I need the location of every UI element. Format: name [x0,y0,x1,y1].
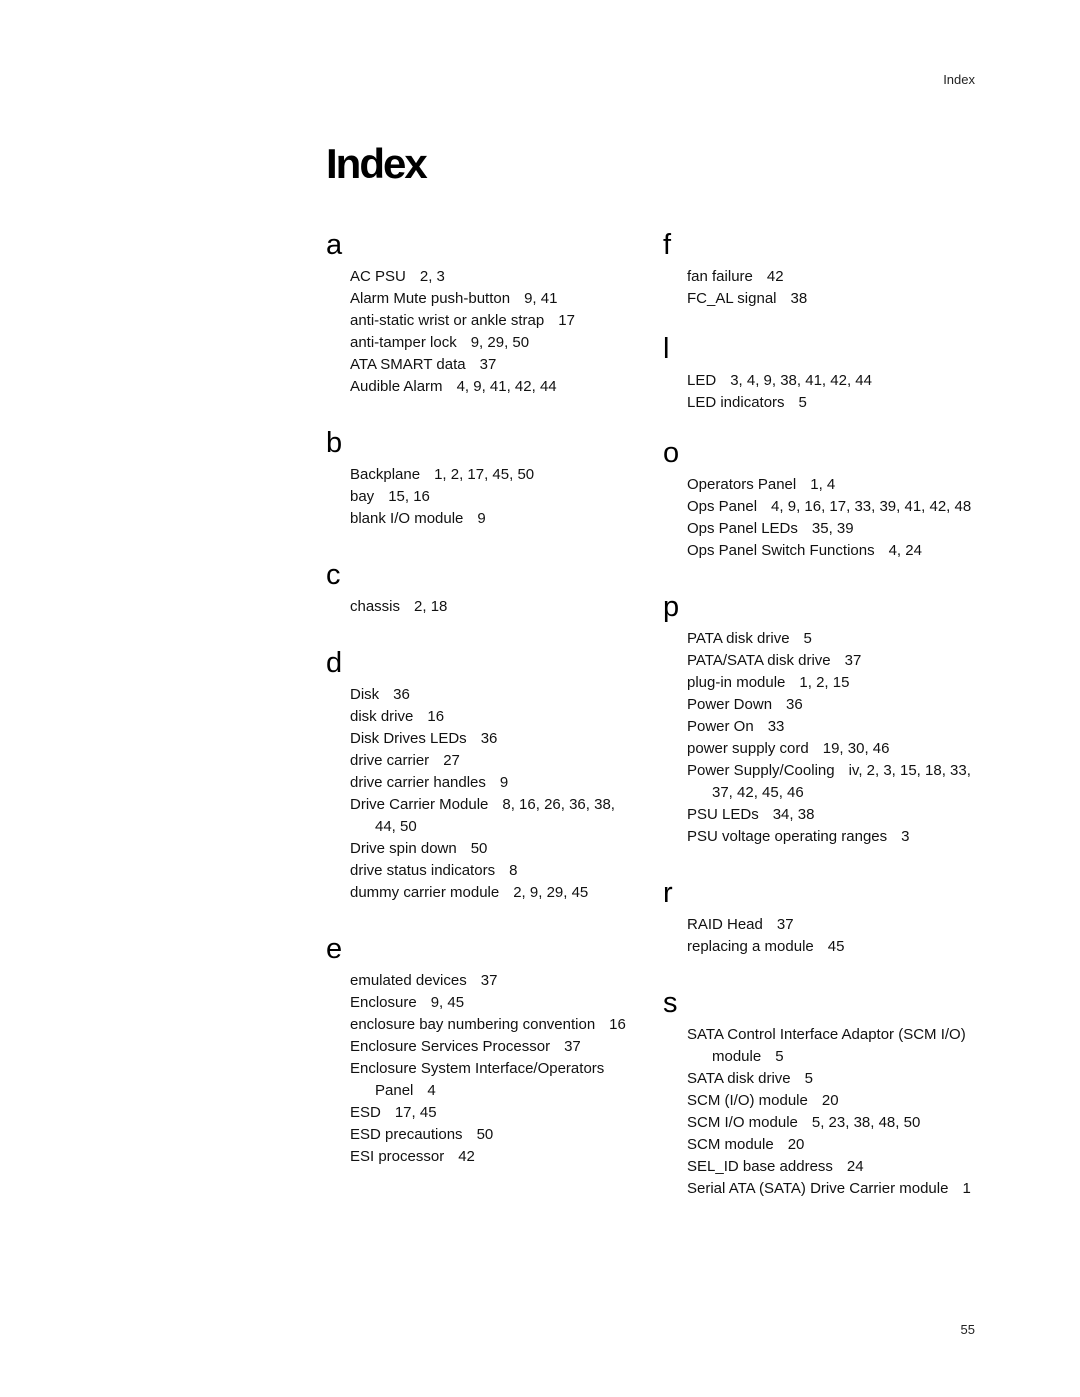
index-section-e [326,932,626,1168]
section-letter: b [326,427,343,459]
entry-pages: 34, 38 [772,806,815,823]
entry-pages: 50 [470,840,488,857]
entry-term: Ops Panel LEDs [687,520,798,537]
entry-pages: 42 [458,1148,475,1165]
index-entry [350,1036,626,1058]
entry-list [326,970,626,1168]
entry-pages: 5 [803,630,812,647]
index-section-o [663,436,983,562]
entry-pages: 50 [476,1126,494,1143]
entry-term: LED [687,372,717,389]
entry-pages: 9, 45 [430,994,465,1011]
entry-list [663,628,983,848]
entry-term: replacing a module [687,938,814,955]
index-entry [687,1178,983,1200]
entry-term: PSU voltage operating ranges [687,828,888,845]
entry-pages: 37 [776,916,794,933]
entry-pages: 4 [427,1082,436,1099]
entry-term: power supply cord [687,740,809,757]
entry-pages: 5 [798,394,807,411]
entry-pages: 37 [480,972,498,989]
index-entry [687,1068,983,1090]
index-section-d [326,646,626,904]
index-entry [350,860,626,882]
index-entry [350,772,626,794]
entry-term: blank I/O module [350,510,464,527]
entry-term: Alarm Mute push-button [350,290,511,307]
index-entry [687,936,983,958]
index-entry [687,650,983,672]
index-entry [687,266,983,288]
entry-term: disk drive [350,708,414,725]
entry-term: PATA disk drive [687,630,790,647]
index-entry [687,518,983,540]
entry-term: anti-static wrist or ankle strap [350,312,545,329]
section-letter: o [663,437,680,469]
entry-pages: 2, 9, 29, 45 [513,884,589,901]
entry-pages: 24 [846,1158,864,1175]
entry-pages: 2, 3 [419,268,445,285]
entry-pages: 42 [766,268,784,285]
entry-term: FC_AL signal [687,290,777,307]
entry-pages: 27 [443,752,460,769]
entry-list [663,370,983,414]
index-column-right [663,228,983,1200]
entry-term: ESI processor [350,1148,445,1165]
entry-pages: 5 [775,1048,784,1065]
entry-term: ATA SMART data [350,356,466,373]
index-entry [350,1014,626,1036]
index-entry [687,370,983,392]
index-entry [687,474,983,496]
entry-pages: 9, 41 [524,290,558,307]
entry-term: SCM (I/O) module [687,1092,808,1109]
index-entry [350,332,626,354]
entry-term: dummy carrier module [350,884,500,901]
entry-term: Backplane [350,466,421,483]
entry-pages: 19, 30, 46 [822,740,890,757]
index-section-s [663,986,983,1200]
index-entry [687,1134,983,1156]
index-section-a [326,228,626,398]
entry-pages: 37 [479,356,497,373]
index-column-left [326,228,626,1168]
index-entry [350,266,626,288]
index-section-l [663,332,983,414]
entry-term: SCM module [687,1136,774,1153]
entry-term: SATA disk drive [687,1070,791,1087]
entry-term: fan failure [687,268,753,285]
index-section-b [326,426,626,530]
entry-list [326,684,626,904]
section-letter: a [326,229,343,261]
entry-term: enclosure bay numbering convention [350,1016,596,1033]
index-entry [687,628,983,650]
entry-pages: 20 [787,1136,805,1153]
entry-term: Disk Drives LEDs [350,730,467,747]
index-entry [350,992,626,1014]
entry-pages: 8, 16, 26, 36, 38, 44, 50 [375,796,615,835]
entry-term: Disk [350,686,380,703]
entry-term: SATA Control Interface Adaptor (SCM I/O) module [687,1026,966,1065]
index-entry [687,288,983,310]
entry-pages: 16 [427,708,445,725]
entry-pages: 9 [499,774,509,791]
entry-pages: 20 [821,1092,839,1109]
index-section-r [663,876,983,958]
entry-list [663,1024,983,1200]
entry-term: anti-tamper lock [350,334,457,351]
entry-list [326,266,626,398]
entry-pages: 1 [962,1180,971,1197]
index-entry [350,376,626,398]
entry-pages: 1, 4 [810,476,836,493]
entry-pages: 17, 45 [394,1104,437,1121]
index-entry [687,1090,983,1112]
entry-term: ESD [350,1104,381,1121]
entry-term: chassis [350,598,401,615]
entry-pages: 36 [786,696,803,713]
index-section-p [663,590,983,848]
index-section-f [663,228,983,310]
index-entry [350,706,626,728]
index-entry [687,1024,983,1068]
entry-list [326,464,626,530]
section-letter: s [663,987,678,1019]
entry-pages: 38 [790,290,808,307]
entry-pages: 35, 39 [811,520,854,537]
index-entry [350,1124,626,1146]
entry-list [663,474,983,562]
entry-list [663,266,983,310]
entry-pages: 16 [609,1016,626,1033]
index-entry [350,1102,626,1124]
index-entry [687,826,983,848]
entry-pages: 4, 9, 41, 42, 44 [456,378,557,395]
entry-term: Enclosure System Interface/Operators Panel [350,1060,605,1099]
entry-term: plug-in module [687,674,786,691]
index-entry [350,750,626,772]
index-entry [687,914,983,936]
index-entry [350,1146,626,1168]
entry-pages: 2, 18 [414,598,448,615]
entry-pages: 4, 24 [888,542,922,559]
entry-pages: 4, 9, 16, 17, 33, 39, 41, 42, 48 [771,498,972,515]
index-entry [350,310,626,332]
entry-list [663,914,983,958]
entry-term: SCM I/O module [687,1114,798,1131]
entry-pages: 3 [901,828,910,845]
index-entry [687,738,983,760]
entry-pages: 8 [509,862,518,879]
page-number: 55 [960,1322,975,1337]
entry-pages: 5, 23, 38, 48, 50 [811,1114,921,1131]
index-entry [350,354,626,376]
index-entry [687,760,983,804]
entry-term: Power Supply/Cooling [687,762,835,779]
entry-term: Ops Panel [687,498,758,515]
index-entry [350,464,626,486]
entry-term: PSU LEDs [687,806,759,823]
index-entry [350,970,626,992]
entry-pages: 36 [480,730,498,747]
section-letter: r [663,877,673,909]
entry-term: Enclosure [350,994,417,1011]
index-entry [687,1156,983,1178]
index-entry [350,508,626,530]
index-entry [350,838,626,860]
entry-term: emulated devices [350,972,467,989]
index-entry [350,1058,626,1102]
entry-term: drive carrier handles [350,774,486,791]
entry-pages: 5 [804,1070,813,1087]
entry-term: Ops Panel Switch Functions [687,542,875,559]
index-entry [350,728,626,750]
entry-term: RAID Head [687,916,763,933]
section-letter: d [326,647,343,679]
section-letter: e [326,933,343,965]
entry-term: Serial ATA (SATA) Drive Carrier module [687,1180,949,1197]
entry-term: drive status indicators [350,862,496,879]
entry-pages: 17 [558,312,575,329]
entry-pages: 9 [477,510,486,527]
entry-term: Drive spin down [350,840,457,857]
entry-pages: 9, 29, 50 [470,334,530,351]
entry-term: Power On [687,718,754,735]
index-entry [687,392,983,414]
entry-term: Audible Alarm [350,378,443,395]
index-entry [350,794,626,838]
index-entry [687,496,983,518]
entry-term: Power Down [687,696,773,713]
section-letter: l [663,333,670,365]
entry-term: drive carrier [350,752,430,769]
entry-pages: 45 [827,938,845,955]
index-entry [350,486,626,508]
index-entry [687,716,983,738]
index-entry [687,540,983,562]
index-entry [687,1112,983,1134]
section-letter: f [663,229,672,261]
index-entry [350,882,626,904]
entry-pages: iv, 2, 3, 15, 18, 33, 37, 42, 45, 46 [712,762,971,801]
index-entry [350,596,626,618]
index-entry [350,684,626,706]
index-entry [687,804,983,826]
entry-pages: 3, 4, 9, 38, 41, 42, 44 [730,372,872,389]
entry-pages: 33 [767,718,785,735]
section-letter: c [326,559,341,591]
entry-term: Enclosure Services Processor [350,1038,551,1055]
entry-list [326,596,626,618]
entry-pages: 1, 2, 17, 45, 50 [434,466,535,483]
entry-term: Operators Panel [687,476,797,493]
page-title: Index [326,140,426,187]
section-letter: p [663,591,680,623]
index-entry [350,288,626,310]
entry-term: ESD precautions [350,1126,463,1143]
entry-pages: 1, 2, 15 [799,674,850,691]
running-header-title: Index [943,72,975,87]
entry-term: LED indicators [687,394,785,411]
entry-pages: 37 [564,1038,581,1055]
index-entry [687,672,983,694]
entry-term: PATA/SATA disk drive [687,652,831,669]
entry-pages: 36 [393,686,410,703]
index-section-c [326,558,626,618]
entry-term: SEL_ID base address [687,1158,833,1175]
entry-term: bay [350,488,375,505]
entry-pages: 15, 16 [388,488,430,505]
entry-term: Drive Carrier Module [350,796,489,813]
entry-pages: 37 [844,652,862,669]
index-entry [687,694,983,716]
entry-term: AC PSU [350,268,406,285]
